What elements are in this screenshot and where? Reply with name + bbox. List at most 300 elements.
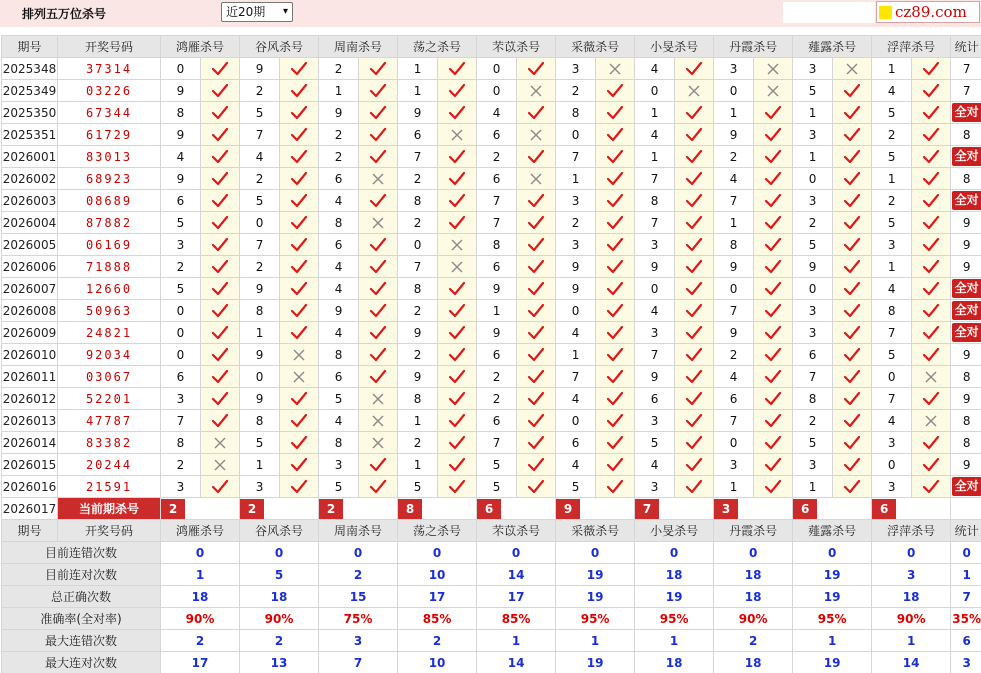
table-row — [2, 80, 981, 102]
kill-number-cell: 1 — [635, 146, 675, 168]
col-header-stat: 统计 — [951, 520, 981, 542]
kill-number-cell: 3 — [872, 432, 912, 454]
current-kill-badge: 8 — [398, 499, 422, 519]
kill-number-cell: 9 — [240, 388, 280, 410]
cross-icon — [201, 454, 240, 476]
kill-number-cell: 2 — [714, 344, 754, 366]
period-cell: 2026003 — [2, 190, 58, 212]
kill-number-cell: 6 — [319, 168, 359, 190]
check-icon — [912, 278, 951, 300]
empty-cell — [951, 498, 981, 520]
kill-number-cell: 2 — [319, 124, 359, 146]
check-icon — [438, 344, 477, 366]
kill-number-cell: 4 — [319, 256, 359, 278]
stats-value: 90% — [872, 608, 951, 630]
kill-number-cell: 8 — [793, 388, 833, 410]
check-icon — [438, 168, 477, 190]
check-icon — [912, 322, 951, 344]
draw-number-cell: 12660 — [58, 278, 161, 300]
kill-number-cell: 9 — [398, 322, 438, 344]
check-icon — [280, 190, 319, 212]
stats-value: 18 — [240, 586, 319, 608]
kill-number-cell: 1 — [635, 102, 675, 124]
kill-number-cell: 1 — [556, 168, 596, 190]
table-row — [2, 102, 981, 124]
stats-value: 3 — [319, 630, 398, 652]
check-icon — [201, 212, 240, 234]
kill-number-cell: 6 — [319, 234, 359, 256]
period-range-select[interactable] — [221, 2, 293, 22]
check-icon — [438, 146, 477, 168]
stat-cell: 8 — [951, 168, 981, 190]
stats-value: 10 — [398, 564, 477, 586]
col-header-expert: 丹霞杀号 — [714, 520, 793, 542]
stats-value: 7 — [319, 652, 398, 673]
kill-number-cell: 7 — [477, 432, 517, 454]
kill-number-cell: 0 — [793, 168, 833, 190]
check-icon — [280, 256, 319, 278]
check-icon — [517, 454, 556, 476]
check-icon — [517, 278, 556, 300]
check-icon — [912, 80, 951, 102]
check-icon — [596, 410, 635, 432]
table-row — [2, 278, 981, 300]
stats-value: 0 — [635, 542, 714, 564]
kill-number-cell: 2 — [161, 454, 201, 476]
stats-value: 0 — [161, 542, 240, 564]
stats-row — [2, 608, 981, 630]
kill-number-cell: 0 — [240, 366, 280, 388]
current-kill-cell — [872, 498, 951, 520]
col-header-expert: 荡之杀号 — [398, 520, 477, 542]
check-icon — [201, 278, 240, 300]
check-icon — [280, 212, 319, 234]
check-icon — [833, 366, 872, 388]
kill-number-cell: 2 — [556, 212, 596, 234]
cross-icon — [912, 366, 951, 388]
check-icon — [754, 168, 793, 190]
current-kill-cell — [398, 498, 477, 520]
check-icon — [517, 476, 556, 498]
check-icon — [833, 256, 872, 278]
check-icon — [201, 58, 240, 80]
kill-number-cell: 4 — [635, 124, 675, 146]
stat-cell: 7 — [951, 58, 981, 80]
check-icon — [596, 124, 635, 146]
col-header-expert: 荡之杀号 — [398, 36, 477, 58]
check-icon — [833, 124, 872, 146]
draw-number-cell: 67344 — [58, 102, 161, 124]
table-row — [2, 432, 981, 454]
current-kill-badge: 6 — [793, 499, 817, 519]
kill-number-cell: 6 — [161, 190, 201, 212]
kill-number-cell: 7 — [240, 234, 280, 256]
kill-number-cell: 1 — [872, 256, 912, 278]
col-header-expert: 鸿雁杀号 — [161, 520, 240, 542]
kill-number-cell: 7 — [161, 410, 201, 432]
check-icon — [438, 278, 477, 300]
table-row — [2, 300, 981, 322]
check-icon — [280, 432, 319, 454]
check-icon — [675, 146, 714, 168]
kill-number-cell: 3 — [161, 476, 201, 498]
cross-icon — [201, 432, 240, 454]
stat-cell: 9 — [951, 454, 981, 476]
table-row — [2, 234, 981, 256]
table-header-row — [2, 36, 981, 58]
stats-value: 0 — [793, 542, 872, 564]
period-cell: 2026007 — [2, 278, 58, 300]
check-icon — [596, 322, 635, 344]
stat-cell: 9 — [951, 388, 981, 410]
check-icon — [517, 58, 556, 80]
check-icon — [596, 80, 635, 102]
stats-value: 18 — [635, 652, 714, 673]
check-icon — [596, 388, 635, 410]
kill-number-cell: 9 — [161, 124, 201, 146]
stats-value: 85% — [477, 608, 556, 630]
check-icon — [359, 58, 398, 80]
stats-value: 1 — [635, 630, 714, 652]
kill-number-cell: 6 — [477, 344, 517, 366]
current-kill-badge: 6 — [477, 499, 501, 519]
stats-label: 最大连对次数 — [2, 652, 161, 673]
cross-icon — [833, 58, 872, 80]
check-icon — [675, 322, 714, 344]
period-cell: 2026009 — [2, 322, 58, 344]
check-icon — [596, 168, 635, 190]
kill-number-cell: 6 — [477, 256, 517, 278]
kill-number-cell: 0 — [161, 344, 201, 366]
stat-cell — [951, 146, 981, 168]
check-icon — [280, 234, 319, 256]
logo-text: cz89.com — [895, 3, 967, 21]
check-icon — [596, 102, 635, 124]
check-icon — [359, 454, 398, 476]
stats-value: 2 — [319, 564, 398, 586]
stats-total: 35% — [951, 608, 981, 630]
kill-number-cell: 4 — [714, 366, 754, 388]
check-icon — [754, 278, 793, 300]
kill-number-cell: 9 — [556, 256, 596, 278]
stats-value: 14 — [477, 564, 556, 586]
cross-icon — [596, 58, 635, 80]
check-icon — [201, 410, 240, 432]
period-cell: 2025349 — [2, 80, 58, 102]
cross-icon — [754, 58, 793, 80]
check-icon — [596, 476, 635, 498]
stats-value: 1 — [872, 630, 951, 652]
check-icon — [517, 388, 556, 410]
check-icon — [754, 410, 793, 432]
current-kill-badge: 3 — [714, 499, 738, 519]
check-icon — [754, 476, 793, 498]
stats-value: 19 — [793, 564, 872, 586]
cross-icon — [438, 124, 477, 146]
check-icon — [201, 256, 240, 278]
kill-number-cell: 1 — [872, 168, 912, 190]
kill-number-cell: 8 — [240, 300, 280, 322]
current-kill-cell — [240, 498, 319, 520]
stats-value: 95% — [635, 608, 714, 630]
current-kill-badge: 2 — [161, 499, 185, 519]
stats-label: 目前连错次数 — [2, 542, 161, 564]
kill-number-cell: 0 — [872, 366, 912, 388]
cross-icon — [359, 212, 398, 234]
check-icon — [596, 300, 635, 322]
check-icon — [280, 410, 319, 432]
current-kill-badge: 2 — [319, 499, 343, 519]
stat-cell: 8 — [951, 366, 981, 388]
kill-number-cell: 0 — [793, 278, 833, 300]
site-logo[interactable] — [876, 1, 980, 23]
table-row — [2, 344, 981, 366]
draw-number-cell: 50963 — [58, 300, 161, 322]
table-row — [2, 146, 981, 168]
stats-value: 19 — [556, 586, 635, 608]
kill-number-cell: 7 — [398, 146, 438, 168]
kill-number-cell: 2 — [319, 58, 359, 80]
stats-label: 目前连对次数 — [2, 564, 161, 586]
kill-number-cell: 4 — [635, 58, 675, 80]
kill-number-cell: 4 — [319, 322, 359, 344]
check-icon — [280, 322, 319, 344]
check-icon — [359, 256, 398, 278]
stats-value: 0 — [714, 542, 793, 564]
kill-number-cell: 6 — [319, 366, 359, 388]
check-icon — [675, 300, 714, 322]
check-icon — [517, 102, 556, 124]
check-icon — [833, 454, 872, 476]
check-icon — [912, 146, 951, 168]
kill-number-cell: 4 — [556, 322, 596, 344]
stat-cell — [951, 278, 981, 300]
page-title: 排列五万位杀号 — [22, 7, 107, 21]
top-bar — [0, 0, 981, 27]
draw-number-cell: 61729 — [58, 124, 161, 146]
check-icon — [675, 256, 714, 278]
kill-number-cell: 8 — [872, 300, 912, 322]
draw-number-cell: 52201 — [58, 388, 161, 410]
check-icon — [201, 168, 240, 190]
check-icon — [754, 432, 793, 454]
stat-cell: 7 — [951, 80, 981, 102]
cross-icon — [280, 366, 319, 388]
check-icon — [201, 388, 240, 410]
kill-number-cell: 1 — [714, 476, 754, 498]
stat-cell — [951, 300, 981, 322]
kill-number-cell: 9 — [477, 278, 517, 300]
kill-number-cell: 0 — [556, 300, 596, 322]
check-icon — [438, 300, 477, 322]
kill-number-cell: 5 — [161, 212, 201, 234]
table-row — [2, 124, 981, 146]
stats-value: 0 — [872, 542, 951, 564]
stats-value: 0 — [240, 542, 319, 564]
check-icon — [833, 278, 872, 300]
check-icon — [359, 124, 398, 146]
kill-number-cell: 2 — [872, 124, 912, 146]
table-row — [2, 212, 981, 234]
stats-value: 75% — [319, 608, 398, 630]
logo-square-icon — [879, 6, 892, 19]
col-header-period: 期号 — [2, 36, 58, 58]
kill-number-cell: 2 — [872, 190, 912, 212]
check-icon — [280, 146, 319, 168]
check-icon — [754, 190, 793, 212]
check-icon — [833, 168, 872, 190]
period-cell: 2025350 — [2, 102, 58, 124]
current-kill-badge: 6 — [872, 499, 896, 519]
kill-number-cell: 8 — [635, 190, 675, 212]
kill-number-cell: 0 — [161, 322, 201, 344]
check-icon — [596, 190, 635, 212]
period-cell: 2026015 — [2, 454, 58, 476]
kill-number-cell: 3 — [714, 454, 754, 476]
check-icon — [833, 410, 872, 432]
check-icon — [596, 212, 635, 234]
kill-number-cell: 0 — [714, 432, 754, 454]
kill-number-cell: 2 — [556, 80, 596, 102]
kill-number-cell: 1 — [714, 212, 754, 234]
table-row — [2, 322, 981, 344]
check-icon — [201, 300, 240, 322]
kill-number-cell: 9 — [398, 366, 438, 388]
cross-icon — [754, 80, 793, 102]
kill-number-cell: 8 — [319, 344, 359, 366]
check-icon — [438, 476, 477, 498]
table-row — [2, 256, 981, 278]
check-icon — [754, 344, 793, 366]
draw-number-cell: 08689 — [58, 190, 161, 212]
stats-value: 0 — [556, 542, 635, 564]
kill-number-cell: 2 — [240, 80, 280, 102]
all-correct-badge: 全对 — [952, 191, 981, 210]
kill-number-cell: 3 — [635, 476, 675, 498]
check-icon — [201, 146, 240, 168]
kill-number-cell: 2 — [793, 212, 833, 234]
check-icon — [754, 388, 793, 410]
check-icon — [754, 146, 793, 168]
current-kill-badge: 7 — [635, 499, 659, 519]
check-icon — [359, 190, 398, 212]
stat-cell: 8 — [951, 410, 981, 432]
kill-number-cell: 1 — [872, 58, 912, 80]
check-icon — [833, 432, 872, 454]
kill-number-cell: 4 — [872, 278, 912, 300]
check-icon — [280, 102, 319, 124]
check-icon — [754, 212, 793, 234]
check-icon — [675, 410, 714, 432]
stats-value: 13 — [240, 652, 319, 673]
kill-number-cell: 3 — [240, 476, 280, 498]
stats-row — [2, 564, 981, 586]
kill-number-cell: 3 — [793, 58, 833, 80]
kill-number-cell: 3 — [556, 58, 596, 80]
kill-number-cell: 1 — [793, 476, 833, 498]
kill-number-cell: 9 — [556, 278, 596, 300]
col-header-expert: 芣苡杀号 — [477, 36, 556, 58]
check-icon — [359, 102, 398, 124]
kill-number-cell: 2 — [714, 146, 754, 168]
kill-number-cell: 2 — [240, 168, 280, 190]
period-cell: 2026002 — [2, 168, 58, 190]
kill-number-cell: 7 — [714, 410, 754, 432]
kill-number-cell: 9 — [714, 256, 754, 278]
check-icon — [280, 168, 319, 190]
check-icon — [912, 190, 951, 212]
check-icon — [912, 234, 951, 256]
kill-number-cell: 0 — [714, 80, 754, 102]
kill-number-cell: 9 — [161, 80, 201, 102]
check-icon — [675, 432, 714, 454]
stat-cell: 9 — [951, 256, 981, 278]
kill-number-cell: 6 — [635, 388, 675, 410]
kill-number-cell: 8 — [240, 410, 280, 432]
stats-value: 14 — [477, 652, 556, 673]
period-cell: 2026016 — [2, 476, 58, 498]
kill-number-cell: 0 — [872, 454, 912, 476]
kill-number-cell: 9 — [714, 124, 754, 146]
check-icon — [517, 256, 556, 278]
period-cell: 2025348 — [2, 58, 58, 80]
check-icon — [675, 124, 714, 146]
current-kill-cell — [635, 498, 714, 520]
check-icon — [833, 388, 872, 410]
check-icon — [201, 124, 240, 146]
check-icon — [912, 168, 951, 190]
check-icon — [833, 212, 872, 234]
check-icon — [359, 344, 398, 366]
check-icon — [912, 344, 951, 366]
check-icon — [438, 410, 477, 432]
cross-icon — [517, 80, 556, 102]
check-icon — [517, 190, 556, 212]
current-kill-cell — [793, 498, 872, 520]
kill-number-cell: 3 — [635, 322, 675, 344]
check-icon — [201, 190, 240, 212]
kill-number-cell: 7 — [477, 190, 517, 212]
stats-value: 19 — [793, 586, 872, 608]
draw-number-cell: 03226 — [58, 80, 161, 102]
kill-number-cell: 4 — [872, 410, 912, 432]
check-icon — [912, 256, 951, 278]
current-kill-cell — [714, 498, 793, 520]
kill-number-cell: 1 — [477, 300, 517, 322]
kill-number-cell: 2 — [240, 256, 280, 278]
kill-number-cell: 5 — [477, 476, 517, 498]
draw-number-cell: 20244 — [58, 454, 161, 476]
kill-number-cell: 5 — [793, 80, 833, 102]
kill-number-cell: 0 — [240, 212, 280, 234]
check-icon — [438, 366, 477, 388]
kill-number-cell: 3 — [872, 234, 912, 256]
kill-number-cell: 2 — [398, 432, 438, 454]
kill-number-cell: 9 — [240, 58, 280, 80]
check-icon — [675, 212, 714, 234]
draw-number-cell: 37314 — [58, 58, 161, 80]
period-cell: 2025351 — [2, 124, 58, 146]
stats-value: 18 — [635, 564, 714, 586]
check-icon — [675, 278, 714, 300]
col-header-expert: 小旻杀号 — [635, 36, 714, 58]
stat-cell — [951, 322, 981, 344]
check-icon — [280, 80, 319, 102]
kill-number-cell: 3 — [556, 234, 596, 256]
draw-number-cell: 21591 — [58, 476, 161, 498]
all-correct-badge: 全对 — [952, 279, 981, 298]
kill-number-cell: 6 — [556, 432, 596, 454]
